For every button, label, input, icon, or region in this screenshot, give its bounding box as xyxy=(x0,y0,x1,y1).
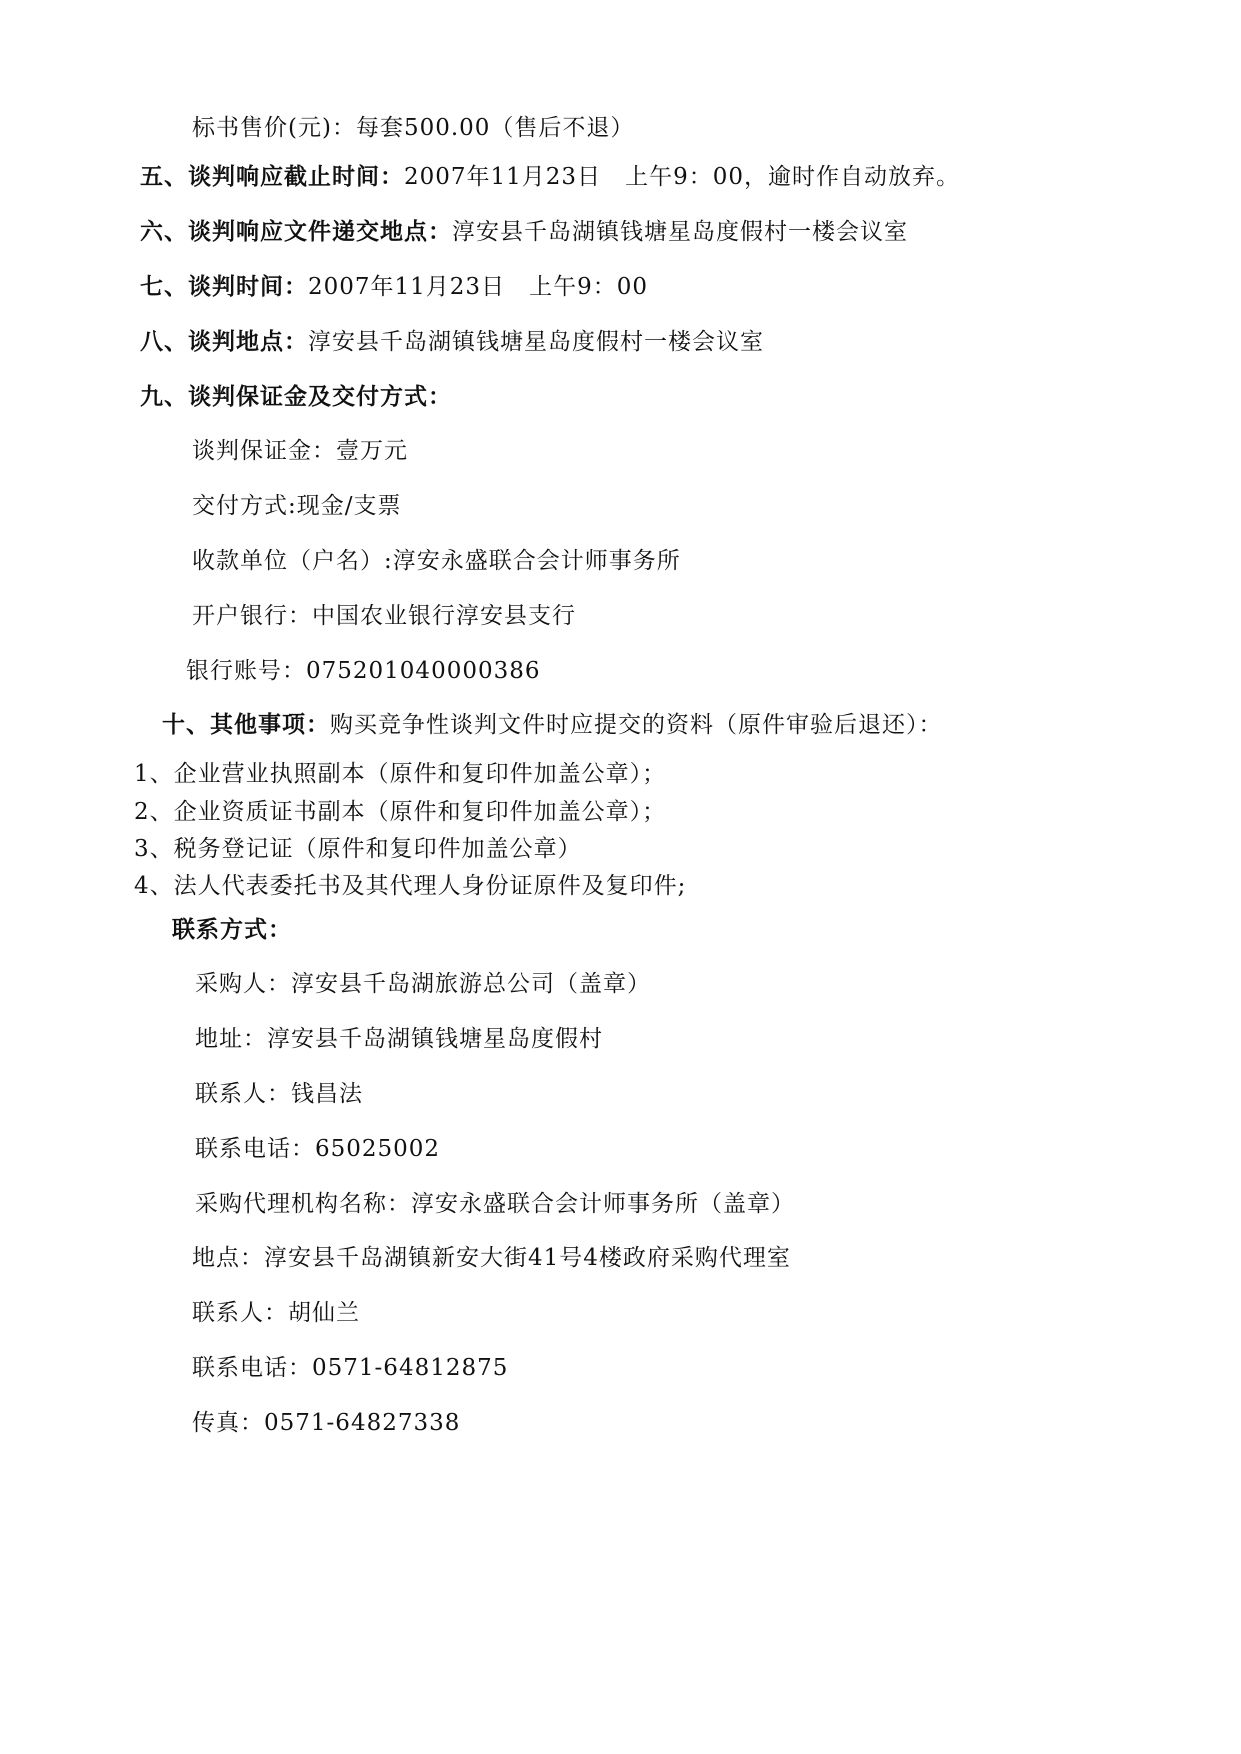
price-line: 标书售价(元)：每套500.00（售后不退） xyxy=(192,115,635,141)
section-7-heading: 七、谈判时间： xyxy=(140,274,308,300)
payee-line: 收款单位（户名）:淳安永盛联合会计师事务所 xyxy=(192,548,681,574)
section-10 xyxy=(162,710,943,740)
section-5-value: 2007年11月23日 上午9：00，逾时作自动放弃。 xyxy=(404,164,960,190)
list-item: 2、企业资质证书副本（原件和复印件加盖公章）； xyxy=(134,799,667,825)
deposit-line: 谈判保证金：壹万元 xyxy=(192,438,408,464)
address-line: 地址：淳安县千岛湖镇钱塘星岛度假村 xyxy=(195,1026,603,1052)
section-5 xyxy=(140,162,960,192)
contact-phone-1: 联系电话：65025002 xyxy=(195,1136,441,1162)
section-6 xyxy=(140,217,908,247)
section-9-heading: 九、谈判保证金及交付方式： xyxy=(140,384,452,410)
section-7 xyxy=(140,272,648,302)
section-10-heading: 十、其他事项： xyxy=(162,712,330,738)
list-item: 4、法人代表委托书及其代理人身份证原件及复印件; xyxy=(134,873,687,899)
account-line: 银行账号：075201040000386 xyxy=(186,658,541,684)
section-10-value: 购买竞争性谈判文件时应提交的资料（原件审验后退还）： xyxy=(330,712,943,738)
list-item: 1、企业营业执照副本（原件和复印件加盖公章）； xyxy=(134,761,667,787)
bank-line: 开户银行：中国农业银行淳安县支行 xyxy=(192,603,576,629)
section-6-value: 淳安县千岛湖镇钱塘星岛度假村一楼会议室 xyxy=(452,219,908,245)
payment-line: 交付方式:现金/支票 xyxy=(192,493,402,519)
contact-person-2: 联系人：胡仙兰 xyxy=(192,1300,360,1326)
purchaser-line: 采购人：淳安县千岛湖旅游总公司（盖章） xyxy=(195,971,651,997)
contact-phone-2: 联系电话：0571-64812875 xyxy=(192,1355,509,1381)
section-7-value: 2007年11月23日 上午9：00 xyxy=(308,274,648,300)
section-8-value: 淳安县千岛湖镇钱塘星岛度假村一楼会议室 xyxy=(308,329,764,355)
section-8 xyxy=(140,327,764,357)
contact-heading: 联系方式： xyxy=(172,917,292,943)
section-6-heading: 六、谈判响应文件递交地点： xyxy=(140,219,452,245)
section-5-heading: 五、谈判响应截止时间： xyxy=(140,164,404,190)
agency-line: 采购代理机构名称：淳安永盛联合会计师事务所（盖章） xyxy=(195,1191,795,1217)
list-item: 3、税务登记证（原件和复印件加盖公章） xyxy=(134,836,582,862)
location-line: 地点：淳安县千岛湖镇新安大街41号4楼政府采购代理室 xyxy=(192,1245,791,1271)
section-8-heading: 八、谈判地点： xyxy=(140,329,308,355)
contact-person-1: 联系人：钱昌法 xyxy=(195,1081,363,1107)
fax-line: 传真：0571-64827338 xyxy=(192,1410,461,1436)
